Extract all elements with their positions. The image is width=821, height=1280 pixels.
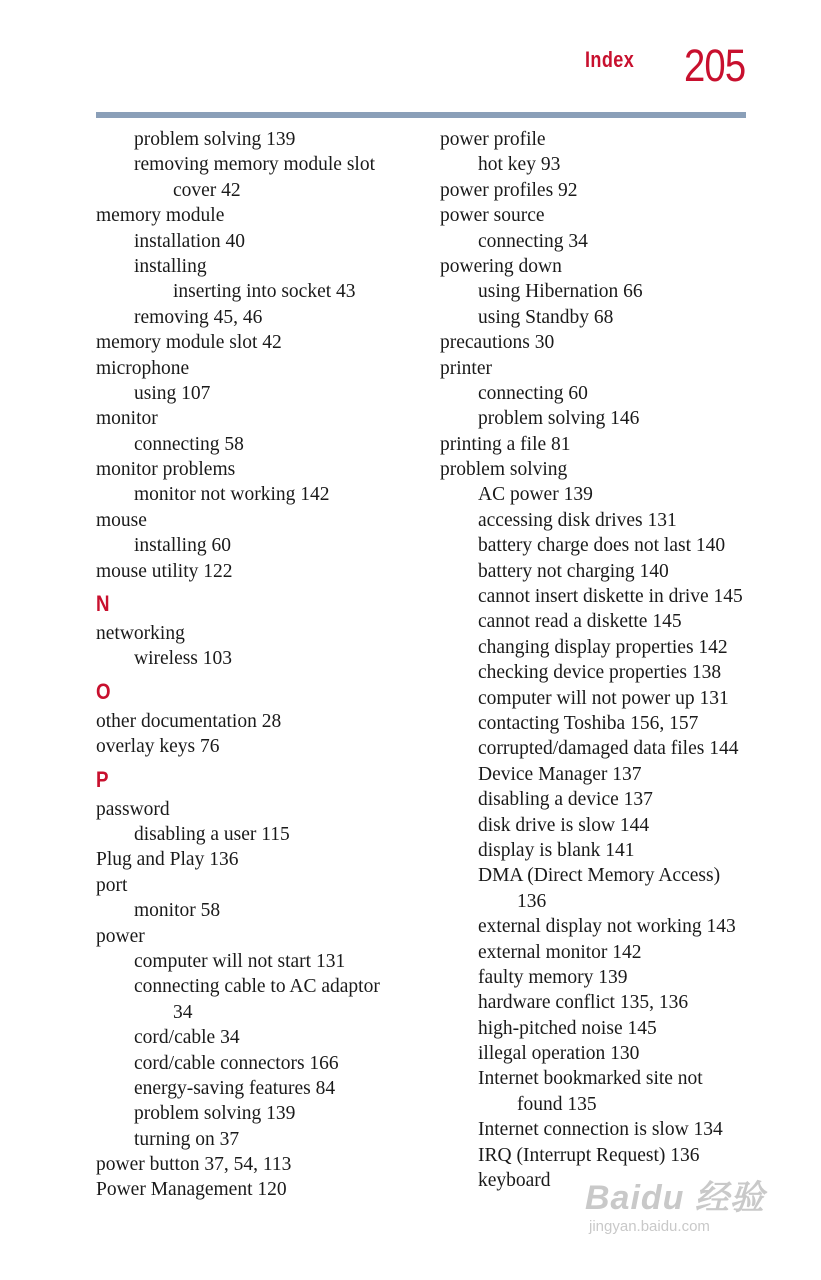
index-subentry: 34 bbox=[173, 1001, 193, 1023]
index-subentry: installing bbox=[134, 255, 207, 277]
index-subentry: cord/cable 34 bbox=[134, 1027, 240, 1049]
index-subentry: connecting 58 bbox=[134, 433, 244, 455]
index-subentry: turning on 37 bbox=[134, 1128, 240, 1150]
index-subentry: hot key 93 bbox=[478, 154, 561, 176]
index-letter-heading: P bbox=[96, 766, 109, 792]
index-subentry: connecting 60 bbox=[478, 382, 588, 404]
index-subentry: cannot read a diskette 145 bbox=[478, 611, 682, 633]
index-column-right bbox=[440, 127, 780, 1193]
index-entry: Plug and Play 136 bbox=[96, 849, 239, 871]
index-subentry: Internet connection is slow 134 bbox=[478, 1119, 723, 1141]
index-column-left bbox=[96, 127, 426, 1203]
index-entry: power bbox=[96, 925, 145, 947]
index-entry: Power Management 120 bbox=[96, 1179, 287, 1201]
index-entry: networking bbox=[96, 623, 185, 645]
index-subentry: cord/cable connectors 166 bbox=[134, 1052, 339, 1074]
index-entry: printing a file 81 bbox=[440, 433, 571, 455]
page-number: 205 bbox=[684, 40, 746, 91]
index-subentry: display is blank 141 bbox=[478, 839, 635, 861]
index-subentry: wireless 103 bbox=[134, 648, 233, 670]
index-entry: monitor problems bbox=[96, 459, 236, 481]
index-subentry: high-pitched noise 145 bbox=[478, 1017, 657, 1039]
index-entry: other documentation 28 bbox=[96, 710, 282, 732]
index-subentry: monitor 58 bbox=[134, 900, 221, 922]
index-subentry: cannot insert diskette in drive 145 bbox=[478, 586, 743, 608]
index-subentry: energy-saving features 84 bbox=[134, 1077, 336, 1099]
index-subentry: problem solving 146 bbox=[478, 408, 640, 430]
index-entry: power source bbox=[440, 205, 545, 227]
index-subentry: checking device properties 138 bbox=[478, 662, 722, 684]
index-subentry: computer will not start 131 bbox=[134, 950, 346, 972]
index-entry: power button 37, 54, 113 bbox=[96, 1154, 292, 1176]
index-entry: microphone bbox=[96, 357, 190, 379]
index-subentry: cover 42 bbox=[173, 179, 241, 201]
index-entry: power profile bbox=[440, 129, 546, 150]
index-subentry: disk drive is slow 144 bbox=[478, 814, 650, 836]
index-subentry: illegal operation 130 bbox=[478, 1043, 640, 1065]
index-subentry: 136 bbox=[517, 890, 547, 912]
index-subentry: found 135 bbox=[517, 1093, 597, 1115]
index-subentry: keyboard bbox=[478, 1170, 551, 1192]
index-subentry: corrupted/damaged data files 144 bbox=[478, 738, 739, 760]
index-subentry: Device Manager 137 bbox=[478, 763, 642, 785]
index-subentry: problem solving 139 bbox=[134, 1103, 296, 1125]
index-entry: monitor bbox=[96, 408, 158, 430]
index-subentry: installing 60 bbox=[134, 535, 231, 557]
index-subentry: inserting into socket 43 bbox=[173, 281, 356, 303]
index-subentry: removing 45, 46 bbox=[134, 306, 263, 328]
index-subentry: battery not charging 140 bbox=[478, 560, 669, 582]
index-subentry: contacting Toshiba 156, 157 bbox=[478, 712, 699, 734]
index-subentry: using Hibernation 66 bbox=[478, 281, 643, 303]
index-entry: memory module bbox=[96, 205, 225, 227]
baidu-watermark bbox=[585, 1178, 775, 1248]
index-subentry: accessing disk drives 131 bbox=[478, 509, 677, 531]
index-subentry: disabling a user 115 bbox=[134, 823, 290, 845]
index-entry: port bbox=[96, 874, 128, 896]
index-subentry: IRQ (Interrupt Request) 136 bbox=[478, 1144, 700, 1166]
index-subentry: disabling a device 137 bbox=[478, 789, 653, 811]
index-subentry: using Standby 68 bbox=[478, 306, 614, 328]
index-subentry: AC power 139 bbox=[478, 484, 593, 506]
header-divider bbox=[96, 112, 746, 118]
index-subentry: removing memory module slot bbox=[134, 154, 376, 176]
index-entry: mouse bbox=[96, 509, 147, 531]
index-subentry: faulty memory 139 bbox=[478, 966, 628, 988]
index-subentry: hardware conflict 135, 136 bbox=[478, 992, 689, 1014]
index-subentry: battery charge does not last 140 bbox=[478, 535, 726, 557]
index-entry: precautions 30 bbox=[440, 332, 555, 354]
index-subentry: computer will not power up 131 bbox=[478, 687, 729, 709]
index-letter-heading: O bbox=[96, 678, 111, 704]
index-subentry: external display not working 143 bbox=[478, 916, 736, 938]
index-entry: memory module slot 42 bbox=[96, 332, 282, 354]
index-letter-heading: N bbox=[96, 591, 110, 617]
index-subentry: DMA (Direct Memory Access) bbox=[478, 865, 721, 887]
section-title: Index bbox=[585, 47, 635, 72]
index-entry: password bbox=[96, 798, 170, 820]
watermark-logo: Baidu 经验 bbox=[585, 1179, 765, 1217]
index-subentry: problem solving 139 bbox=[134, 129, 296, 150]
index-entry: powering down bbox=[440, 255, 562, 277]
index-entry: problem solving bbox=[440, 459, 568, 481]
index-subentry: external monitor 142 bbox=[478, 941, 642, 963]
index-subentry: using 107 bbox=[134, 382, 211, 404]
index-entry: power profiles 92 bbox=[440, 179, 578, 201]
index-subentry: Internet bookmarked site not bbox=[478, 1068, 703, 1090]
watermark-url: jingyan.baidu.com bbox=[589, 1218, 710, 1235]
index-subentry: changing display properties 142 bbox=[478, 636, 728, 658]
index-subentry: connecting 34 bbox=[478, 230, 588, 252]
index-entry: overlay keys 76 bbox=[96, 736, 220, 758]
index-subentry: installation 40 bbox=[134, 230, 246, 252]
index-entry: printer bbox=[440, 357, 492, 379]
index-subentry: monitor not working 142 bbox=[134, 484, 330, 506]
index-entry: mouse utility 122 bbox=[96, 560, 233, 582]
index-subentry: connecting cable to AC adaptor bbox=[134, 976, 380, 998]
